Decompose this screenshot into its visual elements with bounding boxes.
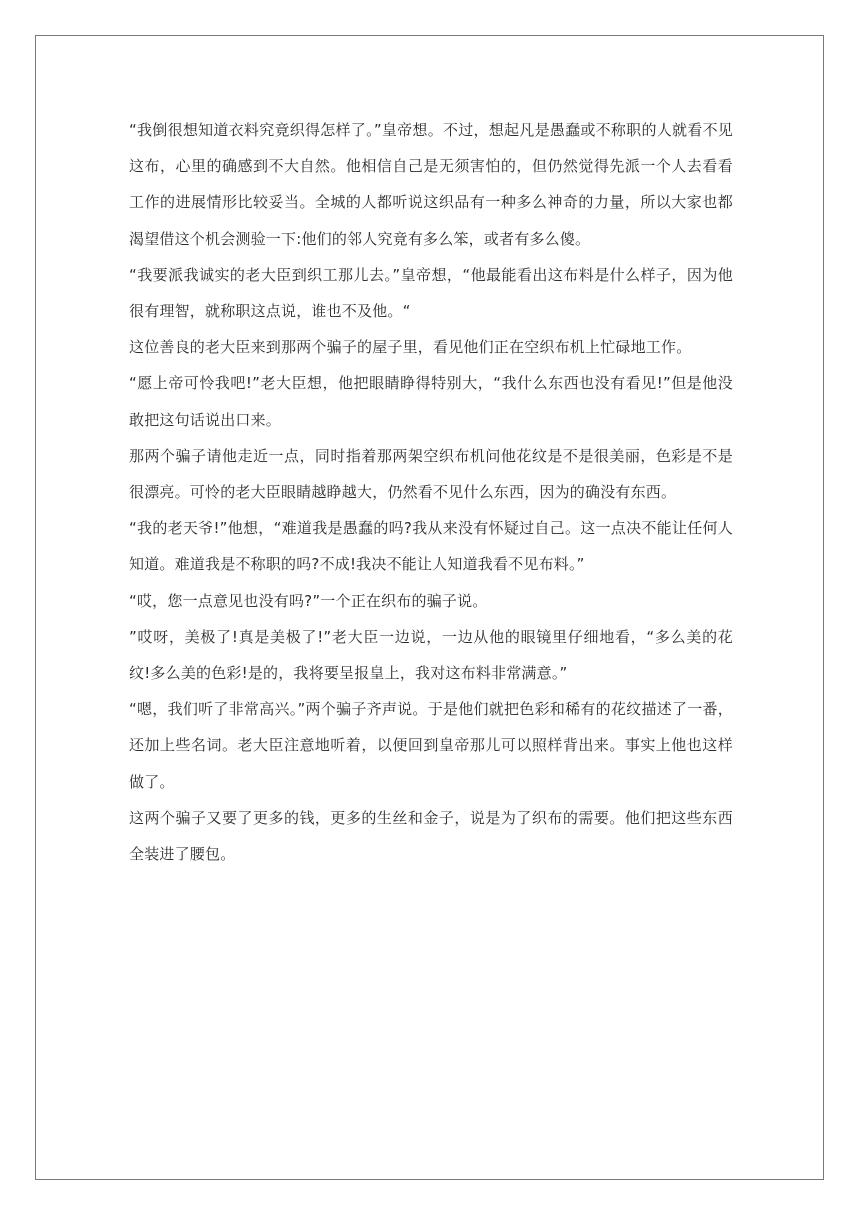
paragraph-3: 这位善良的老大臣来到那两个骗子的屋子里，看见他们正在空织布机上忙碌地工作。 bbox=[129, 338, 692, 357]
paragraph-7: “哎，您一点意见也没有吗?”一个正在织布的骗子说。 bbox=[129, 591, 488, 610]
paragraph-10: 这两个骗子又要了更多的钱，更多的生丝和金子，说是为了织布的需要。他们把这些东西全装进了腰包。 bbox=[129, 808, 733, 864]
paragraph-5: 那两个骗子请他走近一点，同时指着那两架空织布机问他花纹是不是很美丽，色彩是不是很漂亮。可怜的老大臣眼睛越睁越大，仍然看不见什么东西，因为的确没有东西。 bbox=[129, 446, 733, 502]
paragraph-1: “我倒很想知道衣料究竟织得怎样了。”皇帝想。不过，想起凡是愚蠢或不称职的人就看不见这布，心里的确感到不大自然。他相信自己是无须害怕的，但仍然觉得先派一个人去看看工作的进展情形比较妥当。全城的人都听说这织品有一种多么神奇的力量，所以大家也都渴望借这个机会测验一下:他们的邻人究竟有多么笨，或者有多么傻。 bbox=[129, 121, 733, 248]
paragraph-4: “愿上帝可怜我吧!”老大臣想，他把眼睛睁得特别大，“我什么东西也没有看见!”但是他没敢把这句话说出口来。 bbox=[129, 374, 733, 429]
paragraph-6: “我的老天爷!”他想，“难道我是愚蠢的吗?我从来没有怀疑过自己。这一点决不能让任何人知道。难道我是不称职的吗?不成!我决不能让人知道我看不见布料。” bbox=[129, 519, 733, 574]
paragraph-8: ”哎呀，美极了!真是美极了!”老大臣一边说，一边从他的眼镜里仔细地看，“多么美的花纹!多么美的色彩!是的，我将要呈报皇上，我对这布料非常满意。” bbox=[129, 627, 733, 683]
document-body bbox=[129, 112, 733, 872]
paragraph-9: “嗯，我们听了非常高兴。”两个骗子齐声说。于是他们就把色彩和稀有的花纹描述了一番，还加上些名词。老大臣注意地听着，以便回到皇帝那儿可以照样背出来。事实上他也这样做了。 bbox=[129, 700, 733, 791]
paragraph-2: “我要派我诚实的老大臣到织工那儿去。”皇帝想，“他最能看出这布料是什么样子，因为他很有理智，就称职这点说，谁也不及他。“ bbox=[129, 265, 733, 321]
